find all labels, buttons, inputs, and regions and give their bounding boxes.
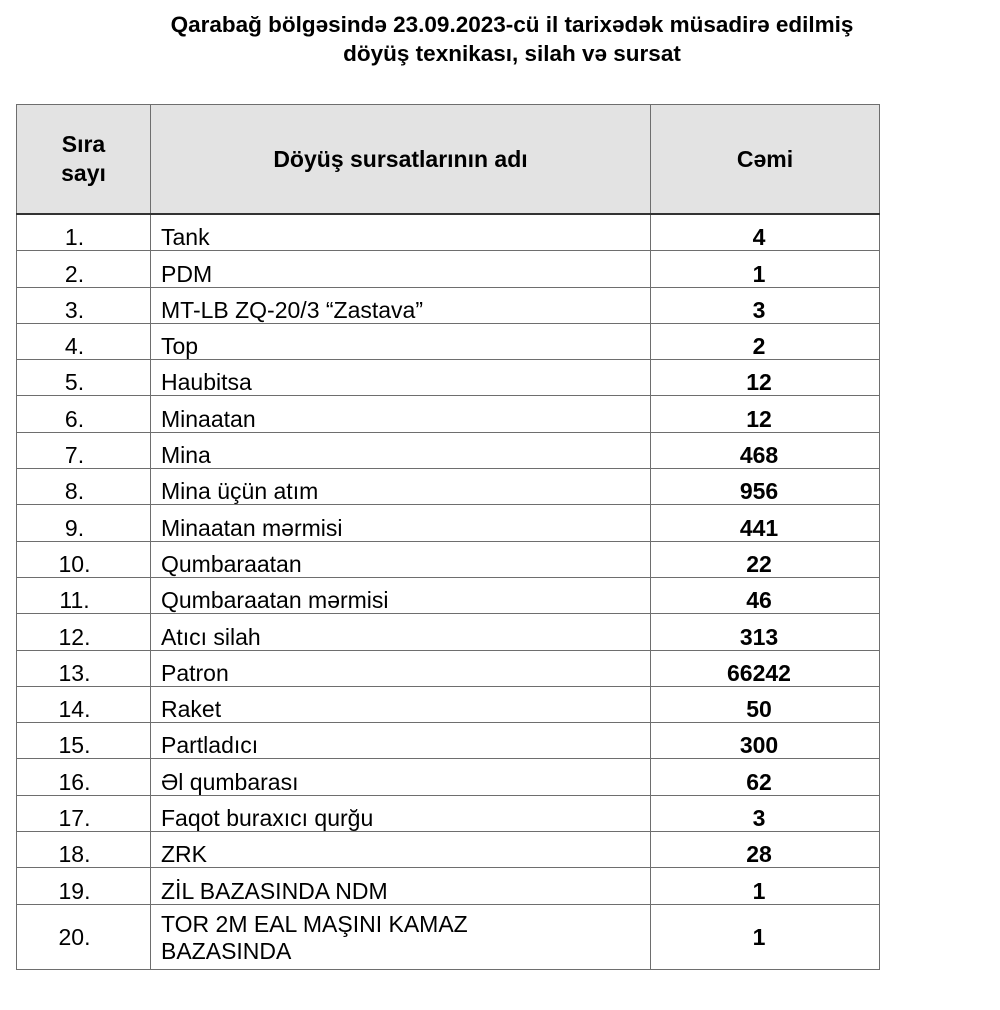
- row-name: Tank: [151, 214, 651, 251]
- row-number: 7.: [17, 432, 151, 468]
- table-row: [17, 795, 880, 831]
- header-number: [17, 105, 151, 215]
- row-total: 300: [651, 723, 880, 759]
- row-total: 46: [651, 577, 880, 613]
- table-row: [17, 469, 880, 505]
- table-row: [17, 723, 880, 759]
- table-header-row: [17, 105, 880, 215]
- row-total: 468: [651, 432, 880, 468]
- table-row: [17, 432, 880, 468]
- row-name: Partladıcı: [151, 723, 651, 759]
- row-number: 4.: [17, 323, 151, 359]
- row-name: Haubitsa: [151, 360, 651, 396]
- confiscated-equipment-table: [16, 104, 880, 970]
- row-number: 2.: [17, 251, 151, 287]
- row-number: 9.: [17, 505, 151, 541]
- row-name: Minaatan mərmisi: [151, 505, 651, 541]
- row-name: ZRK: [151, 832, 651, 868]
- row-name: Qumbaraatan: [151, 541, 651, 577]
- row-name-line-1: TOR 2M EAL MAŞINI KAMAZ: [161, 910, 468, 937]
- title-line-2: döyüş texnikası, silah və sursat: [343, 41, 681, 66]
- row-number: 8.: [17, 469, 151, 505]
- row-number: 5.: [17, 360, 151, 396]
- table-row: [17, 832, 880, 868]
- row-name: Əl qumbarası: [151, 759, 651, 795]
- table-row: [17, 214, 880, 251]
- header-name: Döyüş sursatlarının adı: [151, 105, 651, 215]
- row-name: Minaatan: [151, 396, 651, 432]
- row-number: 19.: [17, 868, 151, 904]
- row-total: 2: [651, 323, 880, 359]
- title-line-1: Qarabağ bölgəsində 23.09.2023-cü il tarixədək müsadirə edilmiş: [170, 12, 854, 37]
- header-number-line-2: sayı: [61, 160, 106, 186]
- row-total: 956: [651, 469, 880, 505]
- row-total: 441: [651, 505, 880, 541]
- row-total: 12: [651, 360, 880, 396]
- row-name: [151, 904, 651, 969]
- row-name: MT-LB ZQ-20/3 “Zastava”: [151, 287, 651, 323]
- table-row: [17, 577, 880, 613]
- row-number: 17.: [17, 795, 151, 831]
- row-total: 3: [651, 795, 880, 831]
- table-row: [17, 904, 880, 969]
- row-number: 3.: [17, 287, 151, 323]
- table-row: [17, 505, 880, 541]
- table-row: [17, 650, 880, 686]
- row-total: 1: [651, 251, 880, 287]
- row-number: 6.: [17, 396, 151, 432]
- row-name: ZİL BAZASINDA NDM: [151, 868, 651, 904]
- row-total: 66242: [651, 650, 880, 686]
- row-total: 50: [651, 686, 880, 722]
- row-number: 10.: [17, 541, 151, 577]
- row-total: 1: [651, 904, 880, 969]
- row-name: PDM: [151, 251, 651, 287]
- table-row: [17, 323, 880, 359]
- row-total: 62: [651, 759, 880, 795]
- row-name: Top: [151, 323, 651, 359]
- row-number: 16.: [17, 759, 151, 795]
- table-row: [17, 868, 880, 904]
- table-row: [17, 614, 880, 650]
- row-name: Faqot buraxıcı qurğu: [151, 795, 651, 831]
- row-total: 22: [651, 541, 880, 577]
- header-total: Cəmi: [651, 105, 880, 215]
- row-total: 313: [651, 614, 880, 650]
- row-name: Qumbaraatan mərmisi: [151, 577, 651, 613]
- row-name: Atıcı silah: [151, 614, 651, 650]
- row-total: 12: [651, 396, 880, 432]
- row-name: Mina: [151, 432, 651, 468]
- table-row: [17, 686, 880, 722]
- document-title: [0, 10, 1000, 68]
- row-name: Patron: [151, 650, 651, 686]
- row-number: 20.: [17, 904, 151, 969]
- table-row: [17, 287, 880, 323]
- row-name: Raket: [151, 686, 651, 722]
- row-number: 15.: [17, 723, 151, 759]
- row-number: 11.: [17, 577, 151, 613]
- header-number-line-1: Sıra: [61, 131, 106, 157]
- row-name: Mina üçün atım: [151, 469, 651, 505]
- row-number: 18.: [17, 832, 151, 868]
- table-row: [17, 541, 880, 577]
- table-row: [17, 396, 880, 432]
- row-number: 1.: [17, 214, 151, 251]
- row-total: 4: [651, 214, 880, 251]
- row-total: 3: [651, 287, 880, 323]
- row-total: 28: [651, 832, 880, 868]
- table-row: [17, 360, 880, 396]
- row-total: 1: [651, 868, 880, 904]
- table-row: [17, 759, 880, 795]
- row-number: 13.: [17, 650, 151, 686]
- table-row: [17, 251, 880, 287]
- row-number: 12.: [17, 614, 151, 650]
- row-name-line-2: BAZASINDA: [161, 937, 292, 964]
- row-number: 14.: [17, 686, 151, 722]
